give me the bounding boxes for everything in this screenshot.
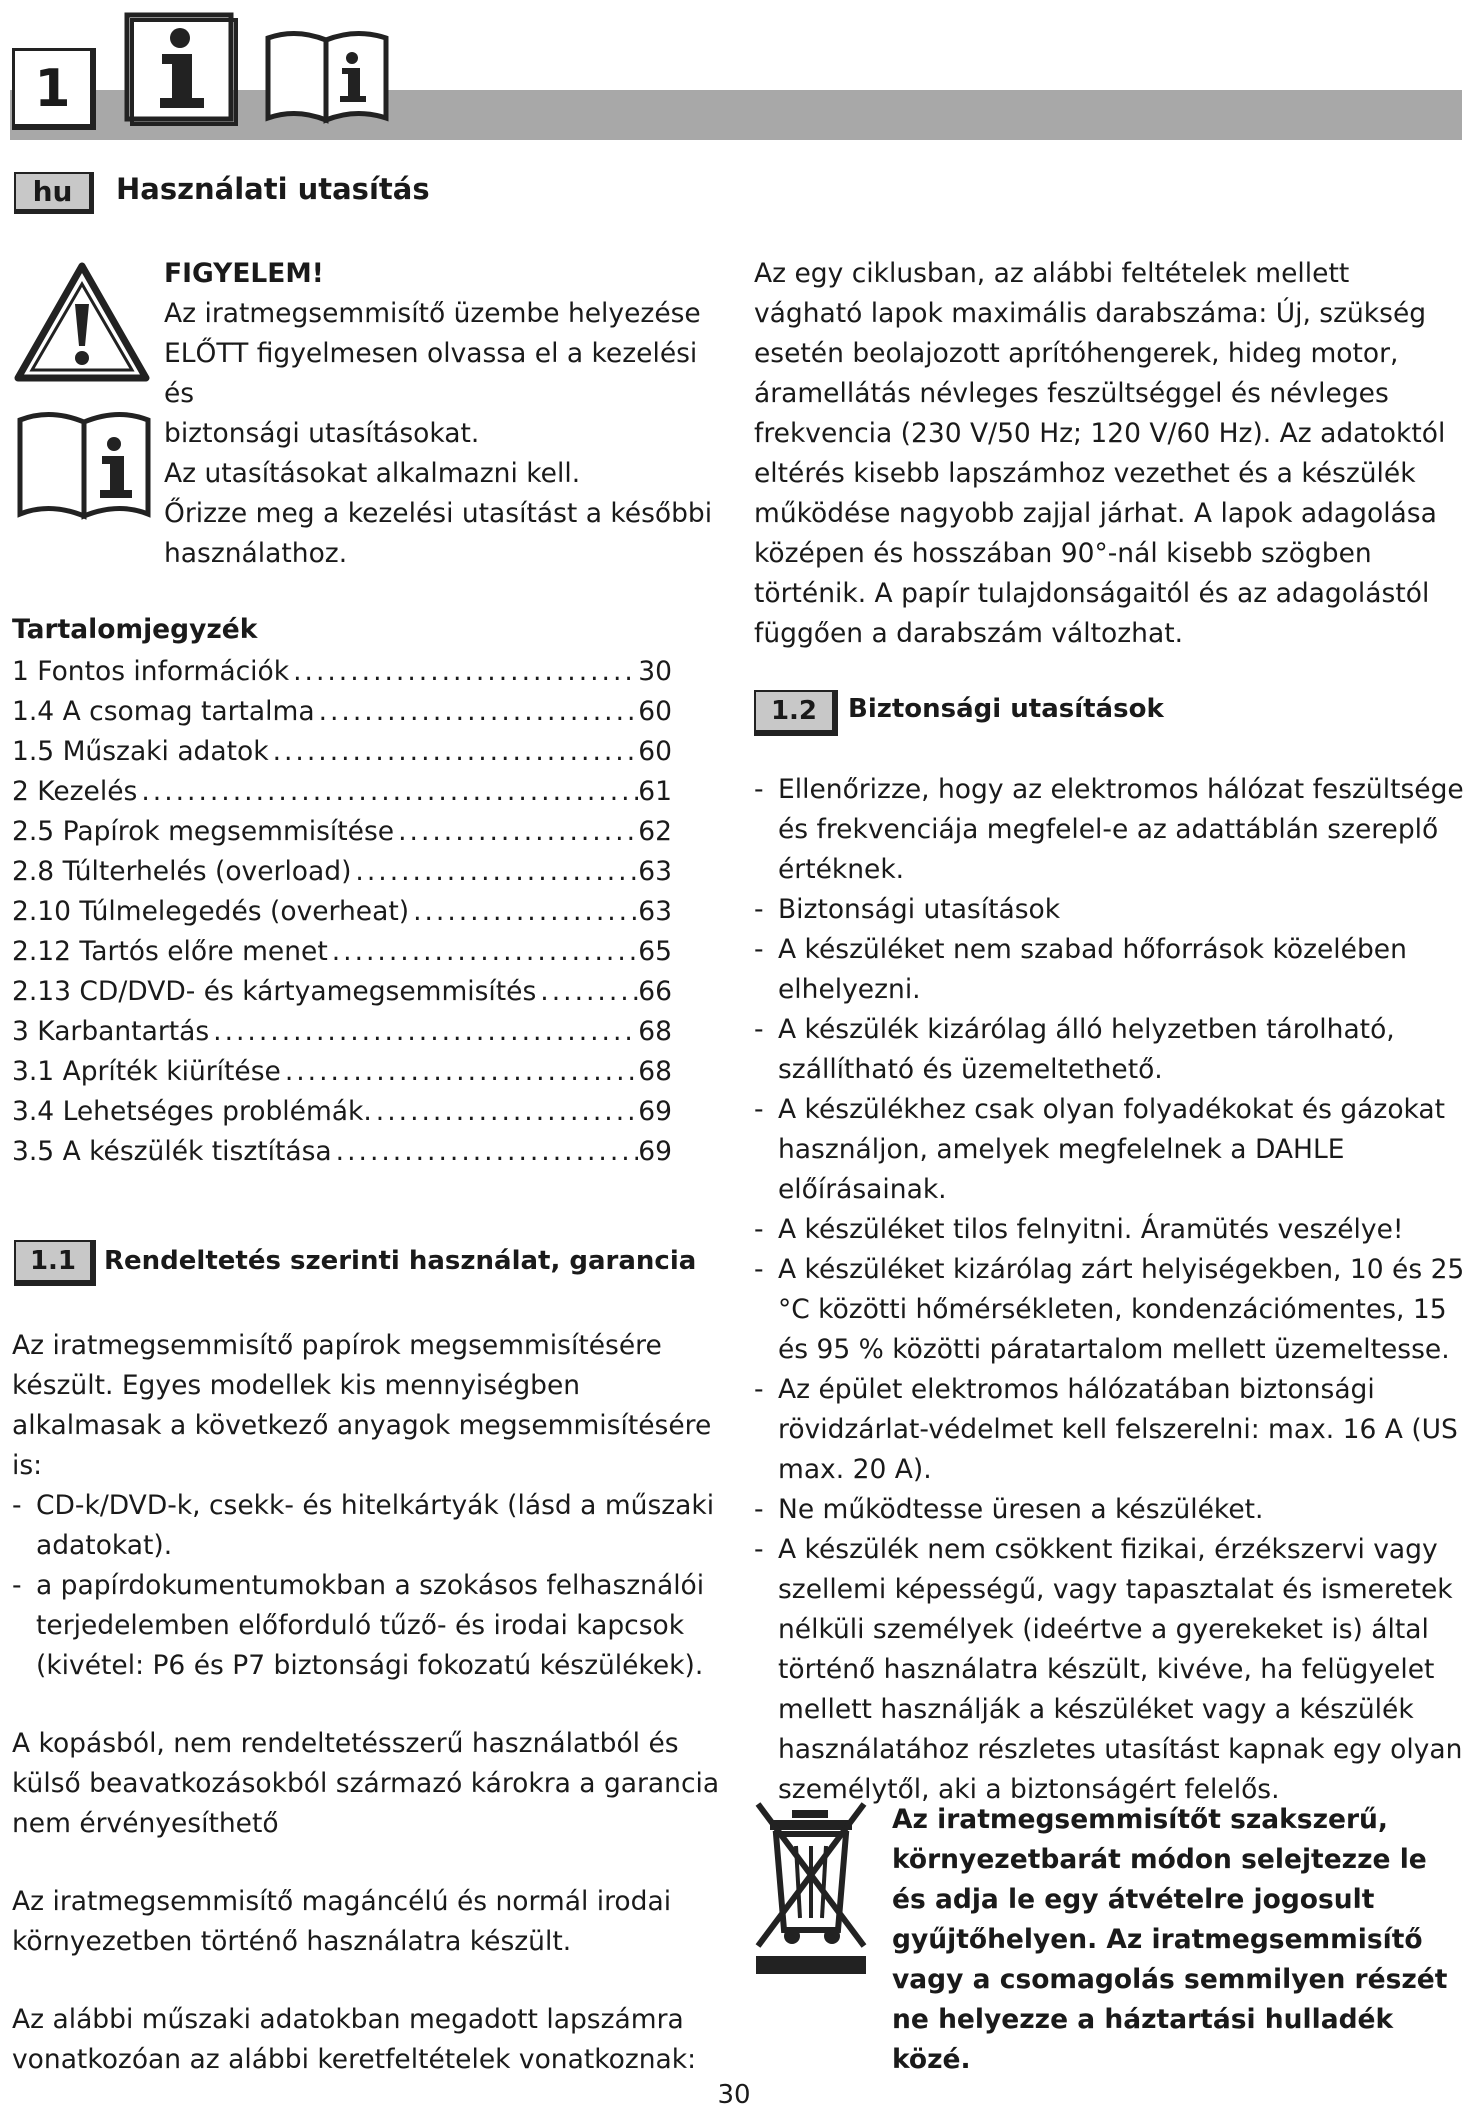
warning-line: Őrizze meg a kezelési utasítást a későbbi bbox=[164, 498, 713, 529]
warning-line: használathoz. bbox=[164, 538, 348, 569]
toc-entry-label: 1.4 A csomag tartalma bbox=[12, 696, 315, 727]
safety-list bbox=[754, 770, 1466, 1810]
toc-entry[interactable] bbox=[12, 1092, 672, 1132]
toc-entry-page: 69 bbox=[638, 1096, 672, 1127]
toc-entry[interactable] bbox=[12, 892, 672, 932]
toc-entry-label: 3 Karbantartás bbox=[12, 1016, 210, 1047]
toc-entry-page: 68 bbox=[638, 1056, 672, 1087]
document-title: Használati utasítás bbox=[116, 172, 430, 206]
section-1-1-para2: A kopásból, nem rendeltetésszerű használatból és külső beavatkozásokból származó károkra a garancia nem érvényesíthető bbox=[12, 1728, 720, 1839]
table-of-contents bbox=[12, 652, 672, 1172]
toc-entry[interactable] bbox=[12, 812, 672, 852]
list-item: - Ne működtesse üresen a készüléket. bbox=[754, 1490, 1466, 1530]
toc-entry-page: 62 bbox=[638, 816, 672, 847]
warning-line: biztonsági utasításokat. bbox=[164, 418, 480, 449]
section-1-2-body bbox=[754, 770, 1466, 1810]
warning-line: Az iratmegsemmisítő üzembe helyezése bbox=[164, 298, 701, 329]
list-item: - A készülékhez csak olyan folyadékokat és gázokat használjon, amelyek megfelelnek a DAHLE előírásainak. bbox=[754, 1090, 1466, 1210]
toc-entry[interactable] bbox=[12, 852, 672, 892]
toc-entry[interactable] bbox=[12, 772, 672, 812]
list-item: - a papírdokumentumokban a szokásos felhasználói terjedelemben előforduló tűző- és irodai kapcsok (kivétel: P6 és P7 biztonsági fokozatú készülékek). bbox=[12, 1566, 732, 1686]
list-item: - A készüléket tilos felnyitni. Áramütés veszélye! bbox=[754, 1210, 1466, 1250]
toc-entry[interactable] bbox=[12, 1052, 672, 1092]
toc-entry-label: 2.13 CD/DVD- és kártyamegsemmisítés bbox=[12, 976, 537, 1007]
toc-entry-label: 1.5 Műszaki adatok bbox=[12, 736, 269, 767]
manual-book-icon bbox=[14, 406, 154, 524]
toc-entry-page: 65 bbox=[638, 936, 672, 967]
section-title-1-2: Biztonsági utasítások bbox=[848, 694, 1164, 724]
toc-entry-label: 3.1 Apríték kiürítése bbox=[12, 1056, 281, 1087]
toc-entry[interactable] bbox=[12, 972, 672, 1012]
toc-entry-page: 69 bbox=[638, 1136, 672, 1167]
toc-entry[interactable] bbox=[12, 1132, 672, 1172]
info-icon bbox=[124, 12, 240, 128]
section-number-1-2: 1.2 bbox=[754, 690, 838, 736]
section-1-1-body bbox=[12, 1326, 732, 2080]
toc-entry-label: 1 Fontos információk bbox=[12, 656, 290, 687]
list-item: - A készülék nem csökkent fizikai, érzékszervi vagy szellemi képességű, vagy tapasztalat és ismeretek nélküli személyek (ideértve a gyerekeket is) által történő használatra készült, kivéve, ha felügyelet mellett használják a készüléket vagy a készülék használatához részletes utasítást kapnak egy olyan személytől, aki a biztonságért felelős. bbox=[754, 1530, 1466, 1810]
manual-info-icon bbox=[262, 26, 392, 126]
section-title-1-1: Rendeltetés szerinti használat, garancia bbox=[104, 1246, 697, 1276]
list-item: - Ellenőrizze, hogy az elektromos hálózat feszültsége és frekvenciája megfelel-e az adattáblán szereplő értéknek. bbox=[754, 770, 1466, 890]
toc-entry-page: 63 bbox=[638, 896, 672, 927]
toc-entry[interactable] bbox=[12, 692, 672, 732]
toc-title: Tartalomjegyzék bbox=[12, 614, 258, 645]
language-tag: hu bbox=[14, 172, 94, 214]
page-number: 30 bbox=[717, 2080, 751, 2110]
list-item: - Az épület elektromos hálózatában biztonsági rövidzárlat-védelmet kell felszerelni: max. 16 A (US max. 20 A). bbox=[754, 1370, 1466, 1490]
right-intro-paragraph: Az egy ciklusban, az alábbi feltételek mellett vágható lapok maximális darabszáma: Új, szükség esetén beolajozott aprítóhengerek, hideg motor, áramellátás névleges feszültséggel és névleges frekvencia (230 V/50 Hz; 120 V/60 Hz). Az adatoktól eltérés kisebb lapszámhoz vezethet és a készülék működése nagyobb zajjal járhat. A lapok adagolása középen és hosszában 90°-nál kisebb szögben történik. A papír tulajdonságaitól és az adagolástól függően a darabszám változhat. bbox=[754, 258, 1446, 649]
toc-entry[interactable] bbox=[12, 932, 672, 972]
list-item: - Biztonsági utasítások bbox=[754, 890, 1466, 930]
section-number-1-1: 1.1 bbox=[14, 1240, 96, 1286]
warning-line: Az utasításokat alkalmazni kell. bbox=[164, 458, 581, 489]
toc-entry-page: 66 bbox=[638, 976, 672, 1007]
toc-entry[interactable] bbox=[12, 732, 672, 772]
toc-entry-label: 2 Kezelés bbox=[12, 776, 138, 807]
toc-entry[interactable] bbox=[12, 1012, 672, 1052]
list-item: - A készülék kizárólag álló helyzetben tárolható, szállítható és üzemeltethető. bbox=[754, 1010, 1466, 1090]
toc-entry-label: 2.12 Tartós előre menet bbox=[12, 936, 328, 967]
crossed-bin-icon bbox=[752, 1798, 870, 1978]
section-1-1-para3: Az iratmegsemmisítő magáncélú és normál irodai környezetben történő használatra készült. bbox=[12, 1886, 672, 1957]
section-1-1-para4: Az alábbi műszaki adatokban megadott lapszámra vonatkozóan az alábbi keretfeltételek vonatkoznak: bbox=[12, 2004, 697, 2075]
toc-entry-page: 30 bbox=[638, 656, 672, 687]
section-1-1-list bbox=[12, 1486, 732, 1686]
toc-entry-page: 63 bbox=[638, 856, 672, 887]
toc-entry-page: 60 bbox=[638, 736, 672, 767]
list-item: - A készüléket kizárólag zárt helyiségekben, 10 és 25 °C közötti hőmérsékleten, kondenzációmentes, 15 és 95 % közötti páratartalom mellett üzemeltesse. bbox=[754, 1250, 1466, 1370]
warning-heading: FIGYELEM! bbox=[164, 258, 324, 289]
toc-entry-label: 2.8 Túlterhelés (overload) bbox=[12, 856, 352, 887]
list-item: - CD-k/DVD-k, csekk- és hitelkártyák (lásd a műszaki adatokat). bbox=[12, 1486, 732, 1566]
toc-entry[interactable] bbox=[12, 652, 672, 692]
chapter-number: 1 bbox=[12, 48, 96, 130]
toc-entry-page: 68 bbox=[638, 1016, 672, 1047]
toc-entry-label: 3.5 A készülék tisztítása bbox=[12, 1136, 332, 1167]
list-item: - A készüléket nem szabad hőforrások közelében elhelyezni. bbox=[754, 930, 1466, 1010]
toc-entry-page: 60 bbox=[638, 696, 672, 727]
section-1-1-intro: Az iratmegsemmisítő papírok megsemmisítésére készült. Egyes modellek kis mennyiségben alkalmasak a következő anyagok megsemmisítésére is: bbox=[12, 1330, 712, 1481]
warning-line: ELŐTT figyelmesen olvassa el a kezelési és bbox=[164, 338, 698, 409]
toc-entry-label: 2.10 Túlmelegedés (overheat) bbox=[12, 896, 410, 927]
toc-entry-label: 3.4 Lehetséges problémák. bbox=[12, 1096, 372, 1127]
warning-triangle-icon bbox=[14, 260, 150, 384]
disposal-notice: Az iratmegsemmisítőt szakszerű, környezetbarát módon selejtezze le és adja le egy átvételre jogosult gyűjtőhelyen. Az iratmegsemmisítő vagy a csomagolás semmilyen részét ne helyezze a háztartási hulladék közé. bbox=[892, 1804, 1448, 2075]
toc-entry-page: 61 bbox=[638, 776, 672, 807]
toc-entry-label: 2.5 Papírok megsemmisítése bbox=[12, 816, 395, 847]
warning-block bbox=[164, 254, 724, 574]
